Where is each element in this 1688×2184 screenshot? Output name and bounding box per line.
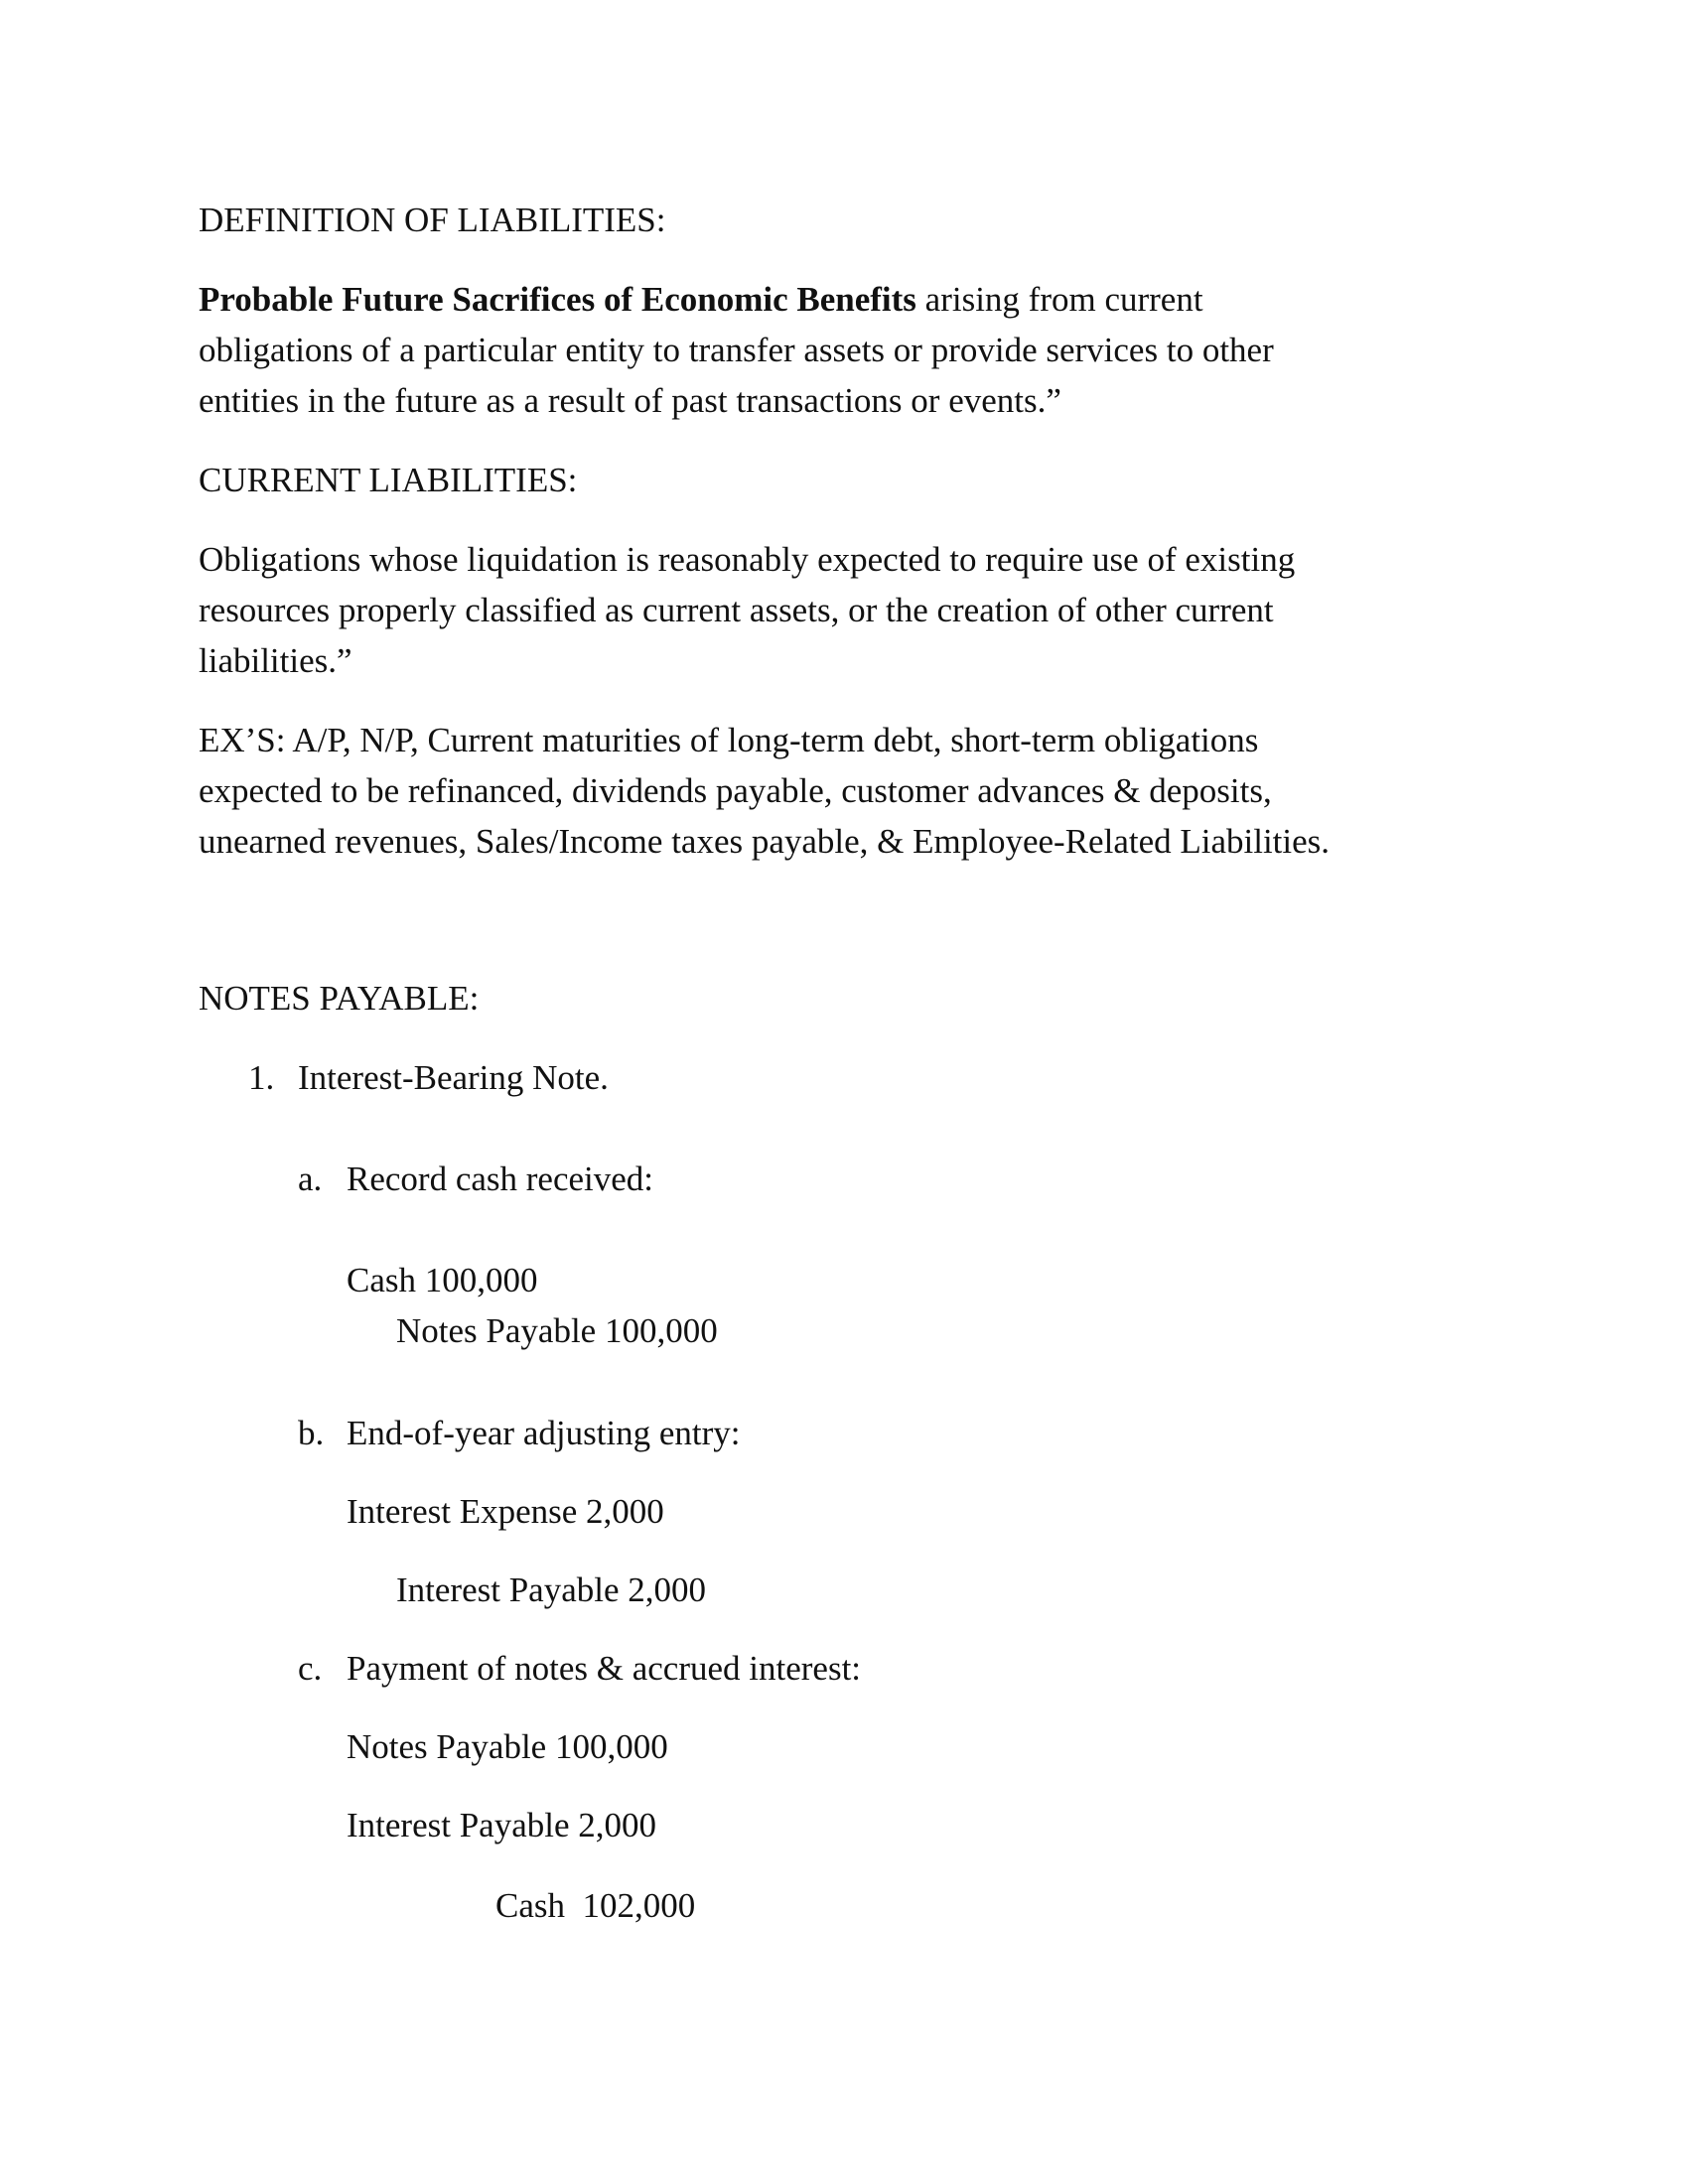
examples-line-3: unearned revenues, Sales/Income taxes payable, & Employee-Related Liabilities. [199, 822, 1331, 861]
current-liabilities-para-line-3: liabilities.” [199, 641, 352, 680]
item-a-label: Record cash received: [347, 1160, 654, 1198]
item-c-letter: c. [298, 1649, 323, 1688]
definition-heading: DEFINITION OF LIABILITIES: [199, 201, 666, 239]
item-c-label: Payment of notes & accrued interest: [347, 1649, 862, 1688]
item-1-number: 1. [248, 1058, 275, 1097]
item-b-label: End-of-year adjusting entry: [347, 1414, 741, 1452]
examples-line-1: EX’S: A/P, N/P, Current maturities of long-term debt, short-term obligations [199, 721, 1259, 759]
entry-a-credit: Notes Payable 100,000 [396, 1311, 718, 1350]
definition-line-1-rest: arising from current [915, 280, 1203, 319]
definition-bold-lead: Probable Future Sacrifices of Economic Benefits [199, 280, 916, 319]
current-liabilities-para-line-1: Obligations whose liquidation is reasonably expected to require use of existing [199, 540, 1296, 579]
item-a-letter: a. [298, 1160, 323, 1198]
entry-a-debit: Cash 100,000 [347, 1261, 538, 1299]
notes-payable-heading: NOTES PAYABLE: [199, 979, 480, 1018]
entry-c-credit: Cash 102,000 [495, 1886, 696, 1925]
current-liabilities-heading: CURRENT LIABILITIES: [199, 461, 578, 499]
item-1-label: Interest-Bearing Note. [298, 1058, 609, 1097]
item-b-letter: b. [298, 1414, 325, 1452]
entry-b-debit: Interest Expense 2,000 [347, 1492, 664, 1531]
definition-line-2: obligations of a particular entity to transfer assets or provide services to other [199, 331, 1274, 369]
entry-c-debit-1: Notes Payable 100,000 [347, 1727, 668, 1766]
current-liabilities-para-line-2: resources properly classified as current assets, or the creation of other current [199, 591, 1274, 629]
definition-line-3: entities in the future as a result of past transactions or events.” [199, 381, 1061, 420]
entry-b-credit: Interest Payable 2,000 [396, 1570, 706, 1609]
entry-c-debit-2: Interest Payable 2,000 [347, 1806, 656, 1844]
examples-line-2: expected to be refinanced, dividends payable, customer advances & deposits, [199, 771, 1272, 810]
definition-line-1 [199, 280, 1203, 320]
